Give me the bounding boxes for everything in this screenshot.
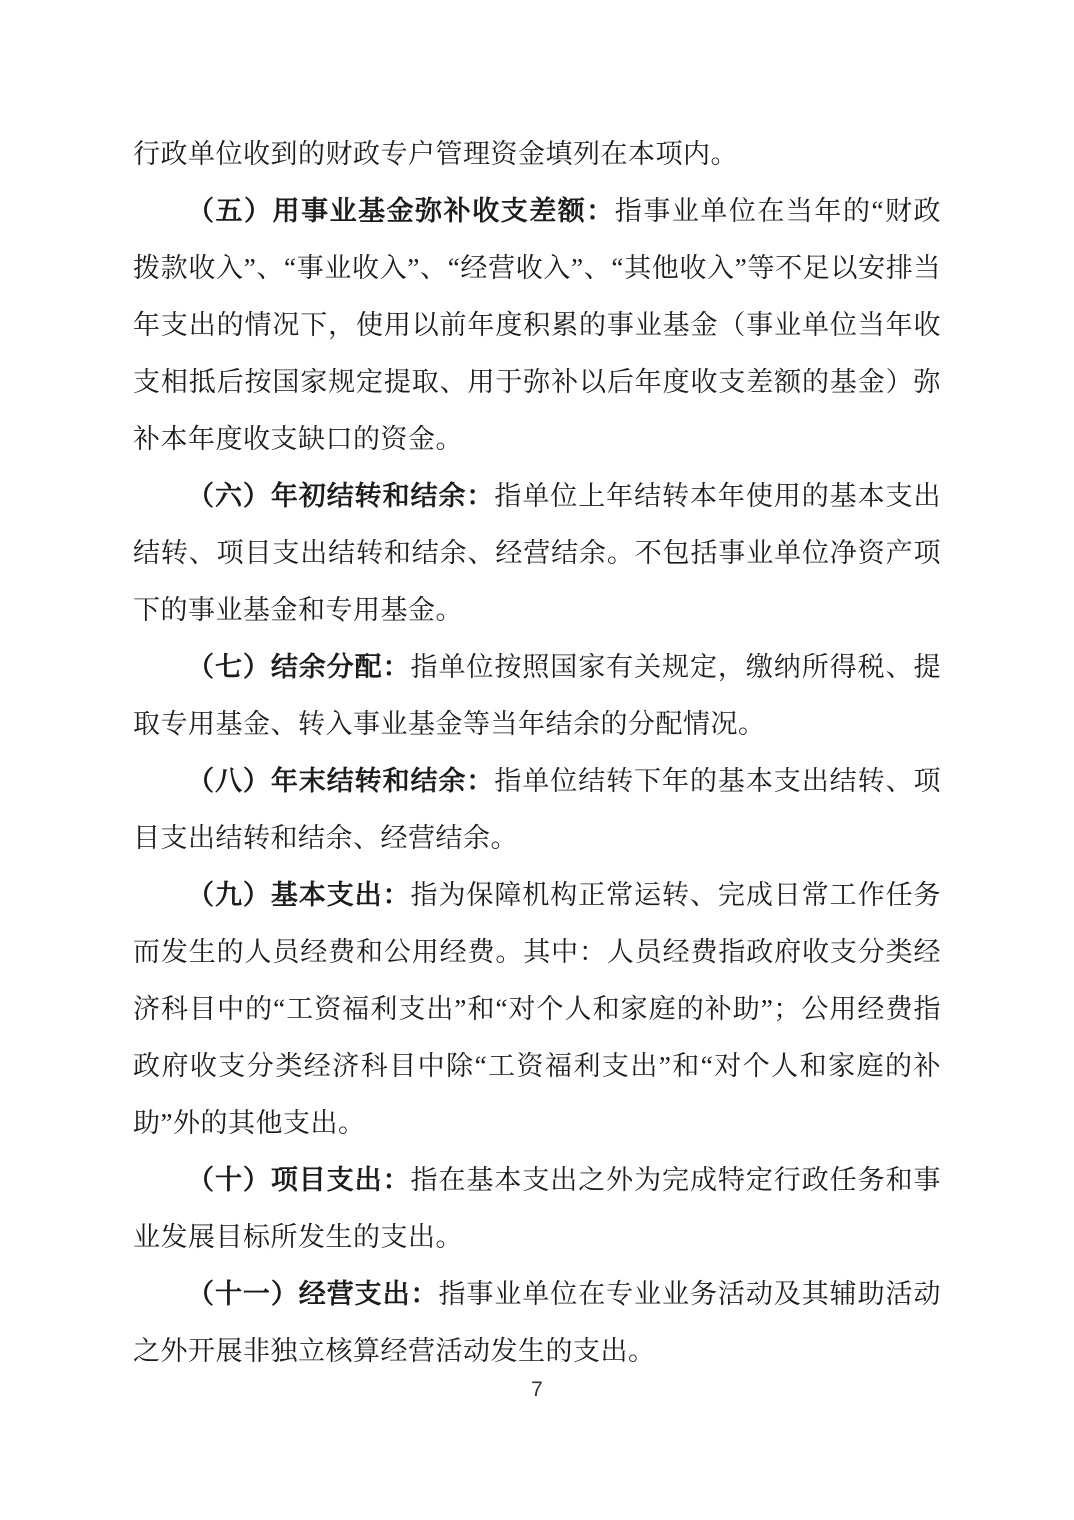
paragraph-item-7: [133, 639, 941, 753]
term-definition: 指单位上年结转本年使用的基本支出结转、项目支出结转和结余、经营结余。不包括事业单位净资产项下的事业基金和专用基金。: [133, 481, 942, 625]
term-label: （九）基本支出：: [187, 880, 411, 910]
term-label: （六）年初结转和结余：: [187, 481, 495, 511]
term-definition: 指事业单位在当年的“财政拨款收入”、“事业收入”、“经营收入”、“其他收入”等不足以安排当年支出的情况下，使用以前年度积累的事业基金（事业单位当年收支相抵后按国家规定提取、用于弥补以后年度收支差额的基金）弥补本年度收支缺口的资金。: [133, 196, 941, 454]
term-label: （七）结余分配：: [187, 652, 411, 682]
paragraph-item-8: [133, 753, 941, 867]
paragraph-continuation: [133, 126, 941, 183]
term-label: （八）年末结转和结余：: [187, 766, 495, 796]
term-label: （五）用事业基金弥补收支差额：: [187, 196, 615, 226]
term-definition: 指在基本支出之外为完成特定行政任务和事业发展目标所发生的支出。: [133, 1165, 942, 1252]
document-body: [133, 126, 941, 1380]
term-definition: 指为保障机构正常运转、完成日常工作任务而发生的人员经费和公用经费。其中：人员经费指政府收支分类经济科目中的“工资福利支出”和“对个人和家庭的补助”；公用经费指政府收支分类经济科目中除“工资福利支出”和“对个人和家庭的补助”外的其他支出。: [133, 880, 942, 1138]
paragraph-item-6: [133, 468, 941, 639]
term-label: （十）项目支出：: [187, 1165, 411, 1195]
term-definition: 指事业单位在专业业务活动及其辅助活动之外开展非独立核算经营活动发生的支出。: [133, 1279, 942, 1366]
term-label: （十一）经营支出：: [187, 1279, 439, 1309]
paragraph-item-10: [133, 1152, 941, 1266]
term-definition: 指单位结转下年的基本支出结转、项目支出结转和结余、经营结余。: [133, 766, 942, 853]
page-number: 7: [531, 1378, 543, 1401]
paragraph-item-11: [133, 1266, 941, 1380]
paragraph-text: 行政单位收到的财政专户管理资金填列在本项内。: [133, 139, 738, 169]
paragraph-item-5: [133, 183, 941, 468]
term-definition: 指单位按照国家有关规定，缴纳所得税、提取专用基金、转入事业基金等当年结余的分配情况。: [133, 652, 942, 739]
paragraph-item-9: [133, 867, 941, 1152]
